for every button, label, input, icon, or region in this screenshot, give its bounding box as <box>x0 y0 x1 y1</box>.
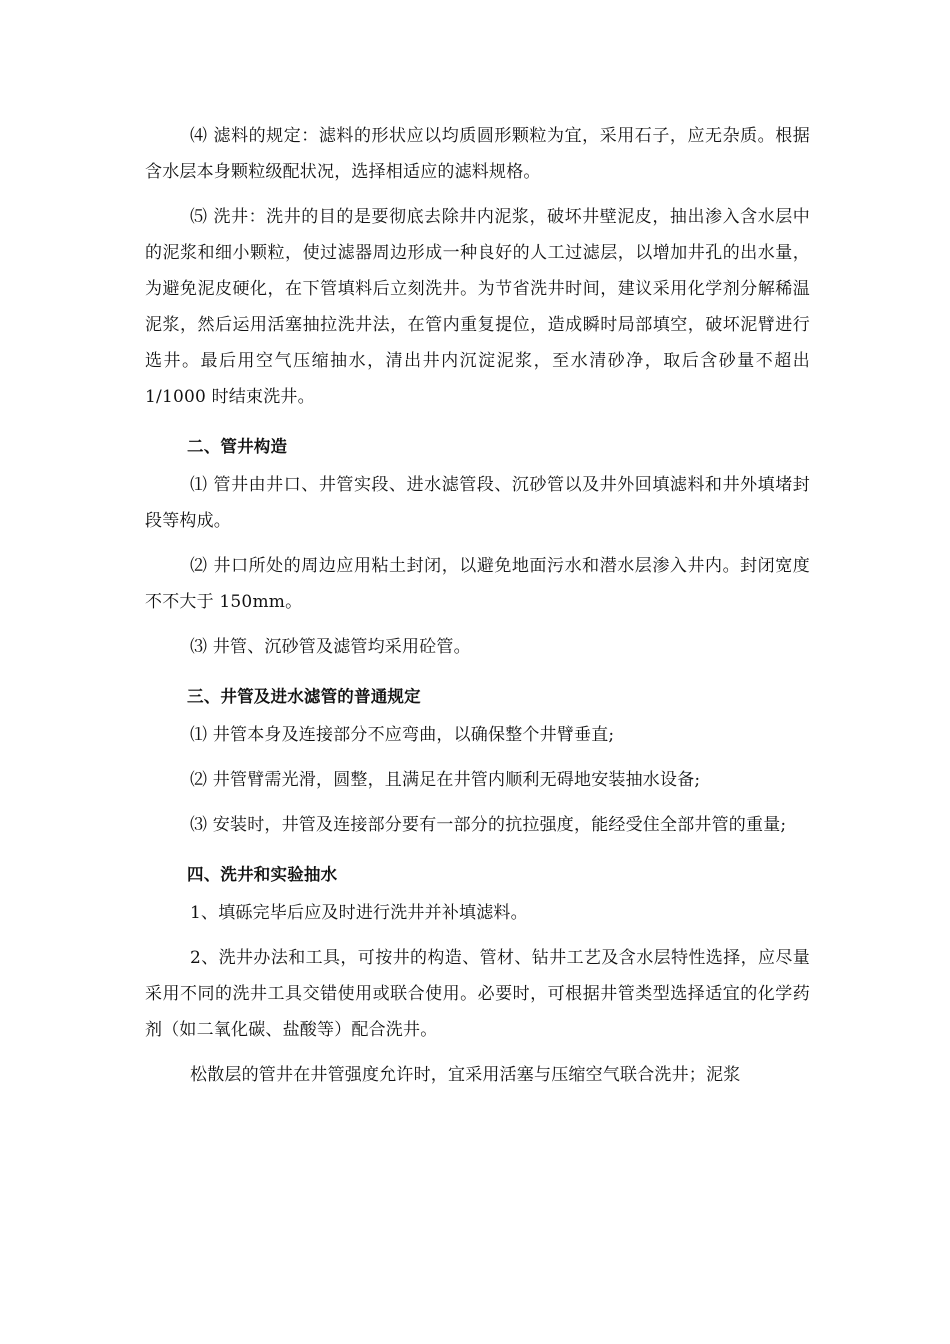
paragraph-well-composition: ⑴ 管井由井口、井管实段、进水滤管段、沉砂管以及井外回填滤料和井外填堵封段等构成。 <box>145 475 810 531</box>
section-heading-well-structure: 二、管井构造 <box>187 437 288 456</box>
paragraph-loose-layer-washing: 松散层的管井在井管强度允许时，宜采用活塞与压缩空气联合洗井；泥浆 <box>190 1065 741 1085</box>
paragraph-wellhead-sealing: ⑵ 井口所处的周边应用粘土封闭，以避免地面污水和潜水层渗入井内。封闭宽度不不大于 150mm。 <box>145 556 810 612</box>
paragraph-pipe-straightness: ⑴ 井管本身及连接部分不应弯曲，以确保整个井臂垂直; <box>190 725 615 745</box>
paragraph-pipe-tensile-strength: ⑶ 安装时，井管及连接部分要有一部分的抗拉强度，能经受住全部井管的重量; <box>190 815 787 835</box>
section-heading-washing-pumping: 四、洗井和实验抽水 <box>187 865 338 884</box>
paragraph-well-washing: ⑸ 洗井：洗井的目的是要彻底去除井内泥浆，破坏井壁泥皮，抽出渗入含水层中的泥浆和细小颗粒，使过滤器周边形成一种良好的人工过滤层，以增加井孔的出水量，为避免泥皮硬化，在下管填料后立刻洗井。为节省洗井时间，建议采用化学剂分解稀温泥浆，然后运用活塞抽拉洗井法，在管内重复提位，造成瞬时局部填空，破坏泥臂进行选井。最后用空气压缩抽水，清出井内沉淀泥浆，至水清砂净，取后含砂量不超出 1/1000 时结束洗井。 <box>145 207 810 407</box>
section-heading-pipe-requirements: 三、井管及进水滤管的普通规定 <box>187 687 421 706</box>
paragraph-filter-material: ⑷ 滤料的规定：滤料的形状应以均质圆形颗粒为宜，采用石子，应无杂质。根据含水层本身颗粒级配状况，选择相适应的滤料规格。 <box>145 126 810 182</box>
document-body <box>145 118 810 1093</box>
paragraph-washing-methods: 2、洗井办法和工具，可按井的构造、管材、钻井工艺及含水层特性选择，应尽量采用不同的洗井工具交错使用或联合使用。必要时，可根据井管类型选择适宜的化学药剂（如二氧化碳、盐酸等）配合洗井。 <box>145 948 810 1040</box>
paragraph-pipe-material: ⑶ 井管、沉砂管及滤管均采用砼管。 <box>190 637 471 657</box>
paragraph-gravel-filling: 1、填砾完毕后应及时进行洗井并补填滤料。 <box>190 903 528 923</box>
paragraph-pipe-smoothness: ⑵ 井管臂需光滑，圆整，且满足在井管内顺利无碍地安装抽水设备; <box>190 770 701 790</box>
